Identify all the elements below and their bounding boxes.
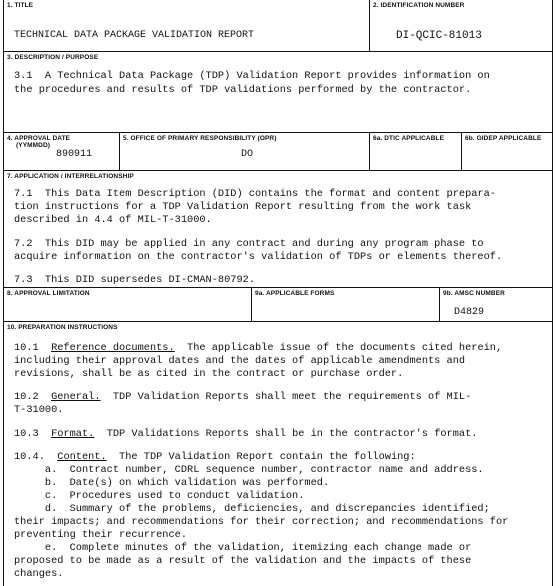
dtic-cell — [369, 133, 461, 170]
opr-cell — [119, 133, 369, 170]
prep-10-4-item-e-line-1: e. Complete minutes of the validation, itemizing each change made or — [14, 542, 472, 554]
prep-10-1-heading: Reference documents. — [51, 342, 175, 354]
prep-10-1-line-3: revisions, shall be as cited in the contract or purchase order. — [14, 368, 404, 380]
application-72-line-1: 7.2 This DID may be applied in any contract and during any program phase to — [14, 238, 484, 250]
title-cell — [4, 0, 369, 51]
description-line-1: 3.1 A Technical Data Package (TDP) Validation Report provides information on — [14, 70, 490, 82]
prep-10-4-item-c: c. Procedures used to conduct validation. — [14, 490, 305, 502]
prep-10-2-heading: General. — [51, 391, 101, 403]
description-label: 3. DESCRIPTION / PURPOSE — [7, 54, 99, 61]
limitation-cell — [4, 288, 251, 321]
prep-10-4-item-b: b. Date(s) on which validation was performed. — [14, 477, 330, 489]
amsc-label: 9b. AMSC NUMBER — [443, 290, 505, 297]
applicable-forms-cell — [251, 288, 439, 321]
prep-10-2-number: 10.2 — [14, 391, 52, 403]
prep-10-4-item-a: a. Contract number, CDRL sequence number, contractor name and address. — [14, 464, 484, 476]
prep-10-2-text: TDP Validation Reports shall meet the requirements of MIL- — [100, 391, 472, 403]
prep-10-2-line-1 — [14, 391, 546, 404]
identification-label: 2. IDENTIFICATION NUMBER — [373, 2, 465, 9]
application-71-line-1: 7.1 This Data Item Description (DID) contains the format and content prepara- — [14, 188, 496, 200]
approval-date-sublabel: (YYMMDD) — [16, 142, 51, 149]
gidep-label: 6b. GIDEP APPLICABLE — [465, 135, 542, 142]
identification-value: DI-QCIC-81013 — [396, 30, 482, 42]
prep-10-1-number: 10.1 — [14, 342, 52, 354]
approval-date-cell — [4, 133, 119, 170]
title-row — [4, 0, 552, 52]
prep-10-2-line-2: T-31000. — [14, 404, 64, 416]
amsc-value: D4829 — [454, 307, 485, 318]
limitation-row — [4, 287, 552, 322]
data-item-description-form — [3, 0, 553, 586]
opr-label: 5. OFFICE OF PRIMARY RESPONSIBILITY (OPR) — [123, 135, 277, 142]
prep-10-3-text: TDP Validations Reports shall be in the contractor's format. — [94, 428, 478, 440]
approval-date-label: 4. APPROVAL DATE — [7, 135, 71, 142]
amsc-cell — [439, 288, 552, 321]
applicable-forms-label: 9a. APPLICABLE FORMS — [255, 290, 335, 297]
prep-10-4-line-1 — [14, 451, 546, 464]
opr-value: DO — [241, 149, 254, 160]
description-row — [4, 52, 552, 133]
preparation-row — [4, 322, 552, 586]
prep-10-4-text: The TDP Validation Report contain the following: — [106, 451, 416, 463]
prep-10-4-item-d-line-3: preventing their recurrence. — [14, 529, 188, 541]
prep-10-3-heading: Format. — [51, 428, 95, 440]
preparation-label: 10. PREPARATION INSTRUCTIONS — [7, 324, 118, 331]
application-label: 7. APPLICATION / INTERRELATIONSHIP — [7, 173, 134, 180]
description-line-2: the procedures and results of TDP validations performed by the contractor. — [14, 84, 472, 96]
prep-10-3-line-1 — [14, 428, 546, 441]
application-row — [4, 171, 552, 287]
application-71-line-2: tion instructions for a TDP Validation Report resulting from the work task — [14, 201, 472, 213]
application-71-line-3: described in 4.4 of MIL-T-31000. — [14, 214, 212, 226]
prep-10-4-number: 10.4. — [14, 451, 58, 463]
prep-10-4-heading: Content. — [57, 451, 107, 463]
gidep-cell — [461, 133, 552, 170]
prep-10-4-item-d-line-2: their impacts; and recommendations for their correction; and recommendations for — [14, 516, 509, 528]
approval-row — [4, 133, 552, 171]
prep-10-4-item-e-line-2: proposed to be made as a result of the validation and the impacts of these — [14, 555, 472, 567]
prep-10-3-number: 10.3 — [14, 428, 52, 440]
prep-10-1-line-1 — [14, 342, 546, 355]
title-value: TECHNICAL DATA PACKAGE VALIDATION REPORT — [14, 30, 255, 41]
identification-cell — [369, 0, 552, 51]
prep-10-1-line-2: including their approval dates and the dates of applicable amendments and — [14, 355, 466, 367]
prep-10-4-item-d-line-1: d. Summary of the problems, deficiencies, and discrepancies identified; — [14, 503, 490, 515]
dtic-label: 6a. DTIC APPLICABLE — [373, 135, 445, 142]
prep-10-1-text: The applicable issue of the documents cited herein, — [174, 342, 503, 354]
application-73: 7.3 This DID supersedes DI-CMAN-80792. — [14, 274, 255, 286]
prep-10-4-item-e-line-3: changes. — [14, 568, 64, 580]
application-72-line-2: acquire information on the contractor's validation of TDPs or elements thereof. — [14, 251, 503, 263]
limitation-label: 8. APPROVAL LIMITATION — [7, 290, 90, 297]
approval-date-value: 890911 — [56, 149, 93, 160]
title-label: 1. TITLE — [7, 2, 34, 9]
